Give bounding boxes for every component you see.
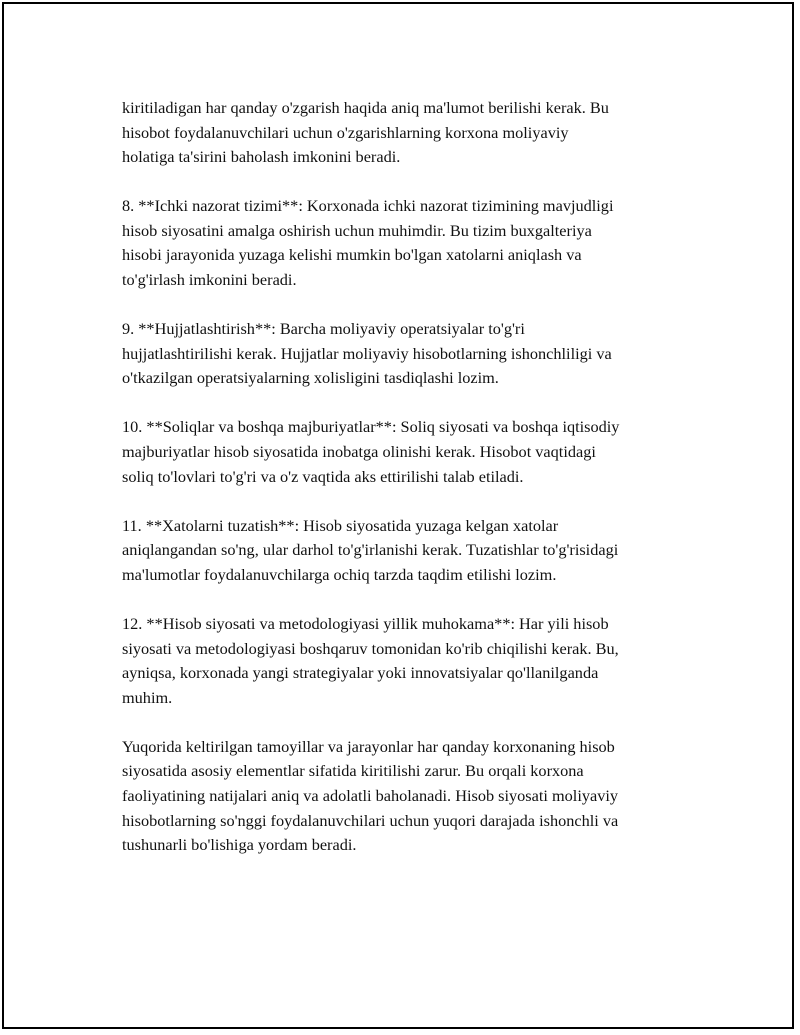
text-line: kiritiladigan har qanday o'zgarish haqida aniq ma'lumot berilishi kerak. Bu — [122, 98, 609, 117]
text-line: siyosati va metodologiyasi boshqaruv tomonidan ko'rib chiqilishi kerak. Bu, — [122, 638, 619, 658]
text-line: Yuqorida keltirilgan tamoyillar va jarayonlar har qanday korxonaning hisob — [122, 736, 615, 756]
paragraph — [122, 96, 692, 170]
text-line: hisobotlarning so'nggi foydalanuvchilari uchun yuqori darajada ishonchli va — [122, 810, 619, 830]
paragraph — [122, 514, 692, 588]
text-line: 12. **Hisob siyosati va metodologiyasi yillik muhokama**: Har yili hisob — [122, 614, 609, 633]
text-line: ma'lumotlar foydalanuvchilarga ochiq tarzda taqdim etilishi lozim. — [122, 564, 557, 584]
text-line: faoliyatining natijalari aniq va adolatli baholanadi. Hisob siyosati moliyaviy — [122, 786, 619, 806]
text-line: hujjatlashtirilishi kerak. Hujjatlar moliyaviy hisobotlarning ishonchliligi va — [122, 343, 612, 363]
text-line: ayniqsa, korxonada yangi strategiyalar yoki innovatsiyalar qo'llanilganda — [122, 663, 599, 683]
text-line: hisobot foydalanuvchilari uchun o'zgarishlarning korxona moliyaviy — [122, 122, 569, 142]
paragraph — [122, 317, 692, 391]
text-line: o'tkazilgan operatsiyalarning xolisligini tasdiqlashi lozim. — [122, 368, 499, 388]
text-line: tushunarli bo'lishiga yordam beradi. — [122, 835, 357, 855]
text-line: muhim. — [122, 687, 173, 707]
paragraph — [122, 415, 692, 489]
text-line: to'g'irlash imkonini beradi. — [122, 270, 297, 290]
text-line: hisob siyosatini amalga oshirish uchun muhimdir. Bu tizim buxgalteriya — [122, 220, 592, 240]
text-line: 11. **Xatolarni tuzatish**: Hisob siyosatida yuzaga kelgan xatolar — [122, 515, 559, 535]
text-line: 8. **Ichki nazorat tizimi**: Korxonada ichki nazorat tizimining mavjudligi — [122, 196, 614, 216]
text-line: holatiga ta'sirini baholash imkonini beradi. — [122, 147, 401, 167]
paragraph — [122, 612, 692, 710]
text-line: hisobi jarayonida yuzaga kelishi mumkin bo'lgan xatolarni aniqlash va — [122, 245, 582, 265]
text-line: siyosatida asosiy elementlar sifatida kiritilishi zarur. Bu orqali korxona — [122, 761, 584, 781]
text-line: aniqlangandan so'ng, ular darhol to'g'irlanishi kerak. Tuzatishlar to'g'risidagi — [122, 540, 619, 560]
text-line: 10. **Soliqlar va boshqa majburiyatlar**: Soliq siyosati va boshqa iqtisodiy — [122, 417, 620, 437]
text-line: 9. **Hujjatlashtirish**: Barcha moliyaviy operatsiyalar to'g'ri — [122, 319, 525, 339]
document-body — [122, 96, 692, 882]
text-line: majburiyatlar hisob siyosatida inobatga olinishi kerak. Hisobot vaqtidagi — [122, 442, 596, 462]
paragraph — [122, 735, 692, 858]
paragraph — [122, 194, 692, 292]
page-frame — [2, 2, 794, 1029]
text-line: soliq to'lovlari to'g'ri va o'z vaqtida aks ettirilishi talab etiladi. — [122, 466, 524, 486]
